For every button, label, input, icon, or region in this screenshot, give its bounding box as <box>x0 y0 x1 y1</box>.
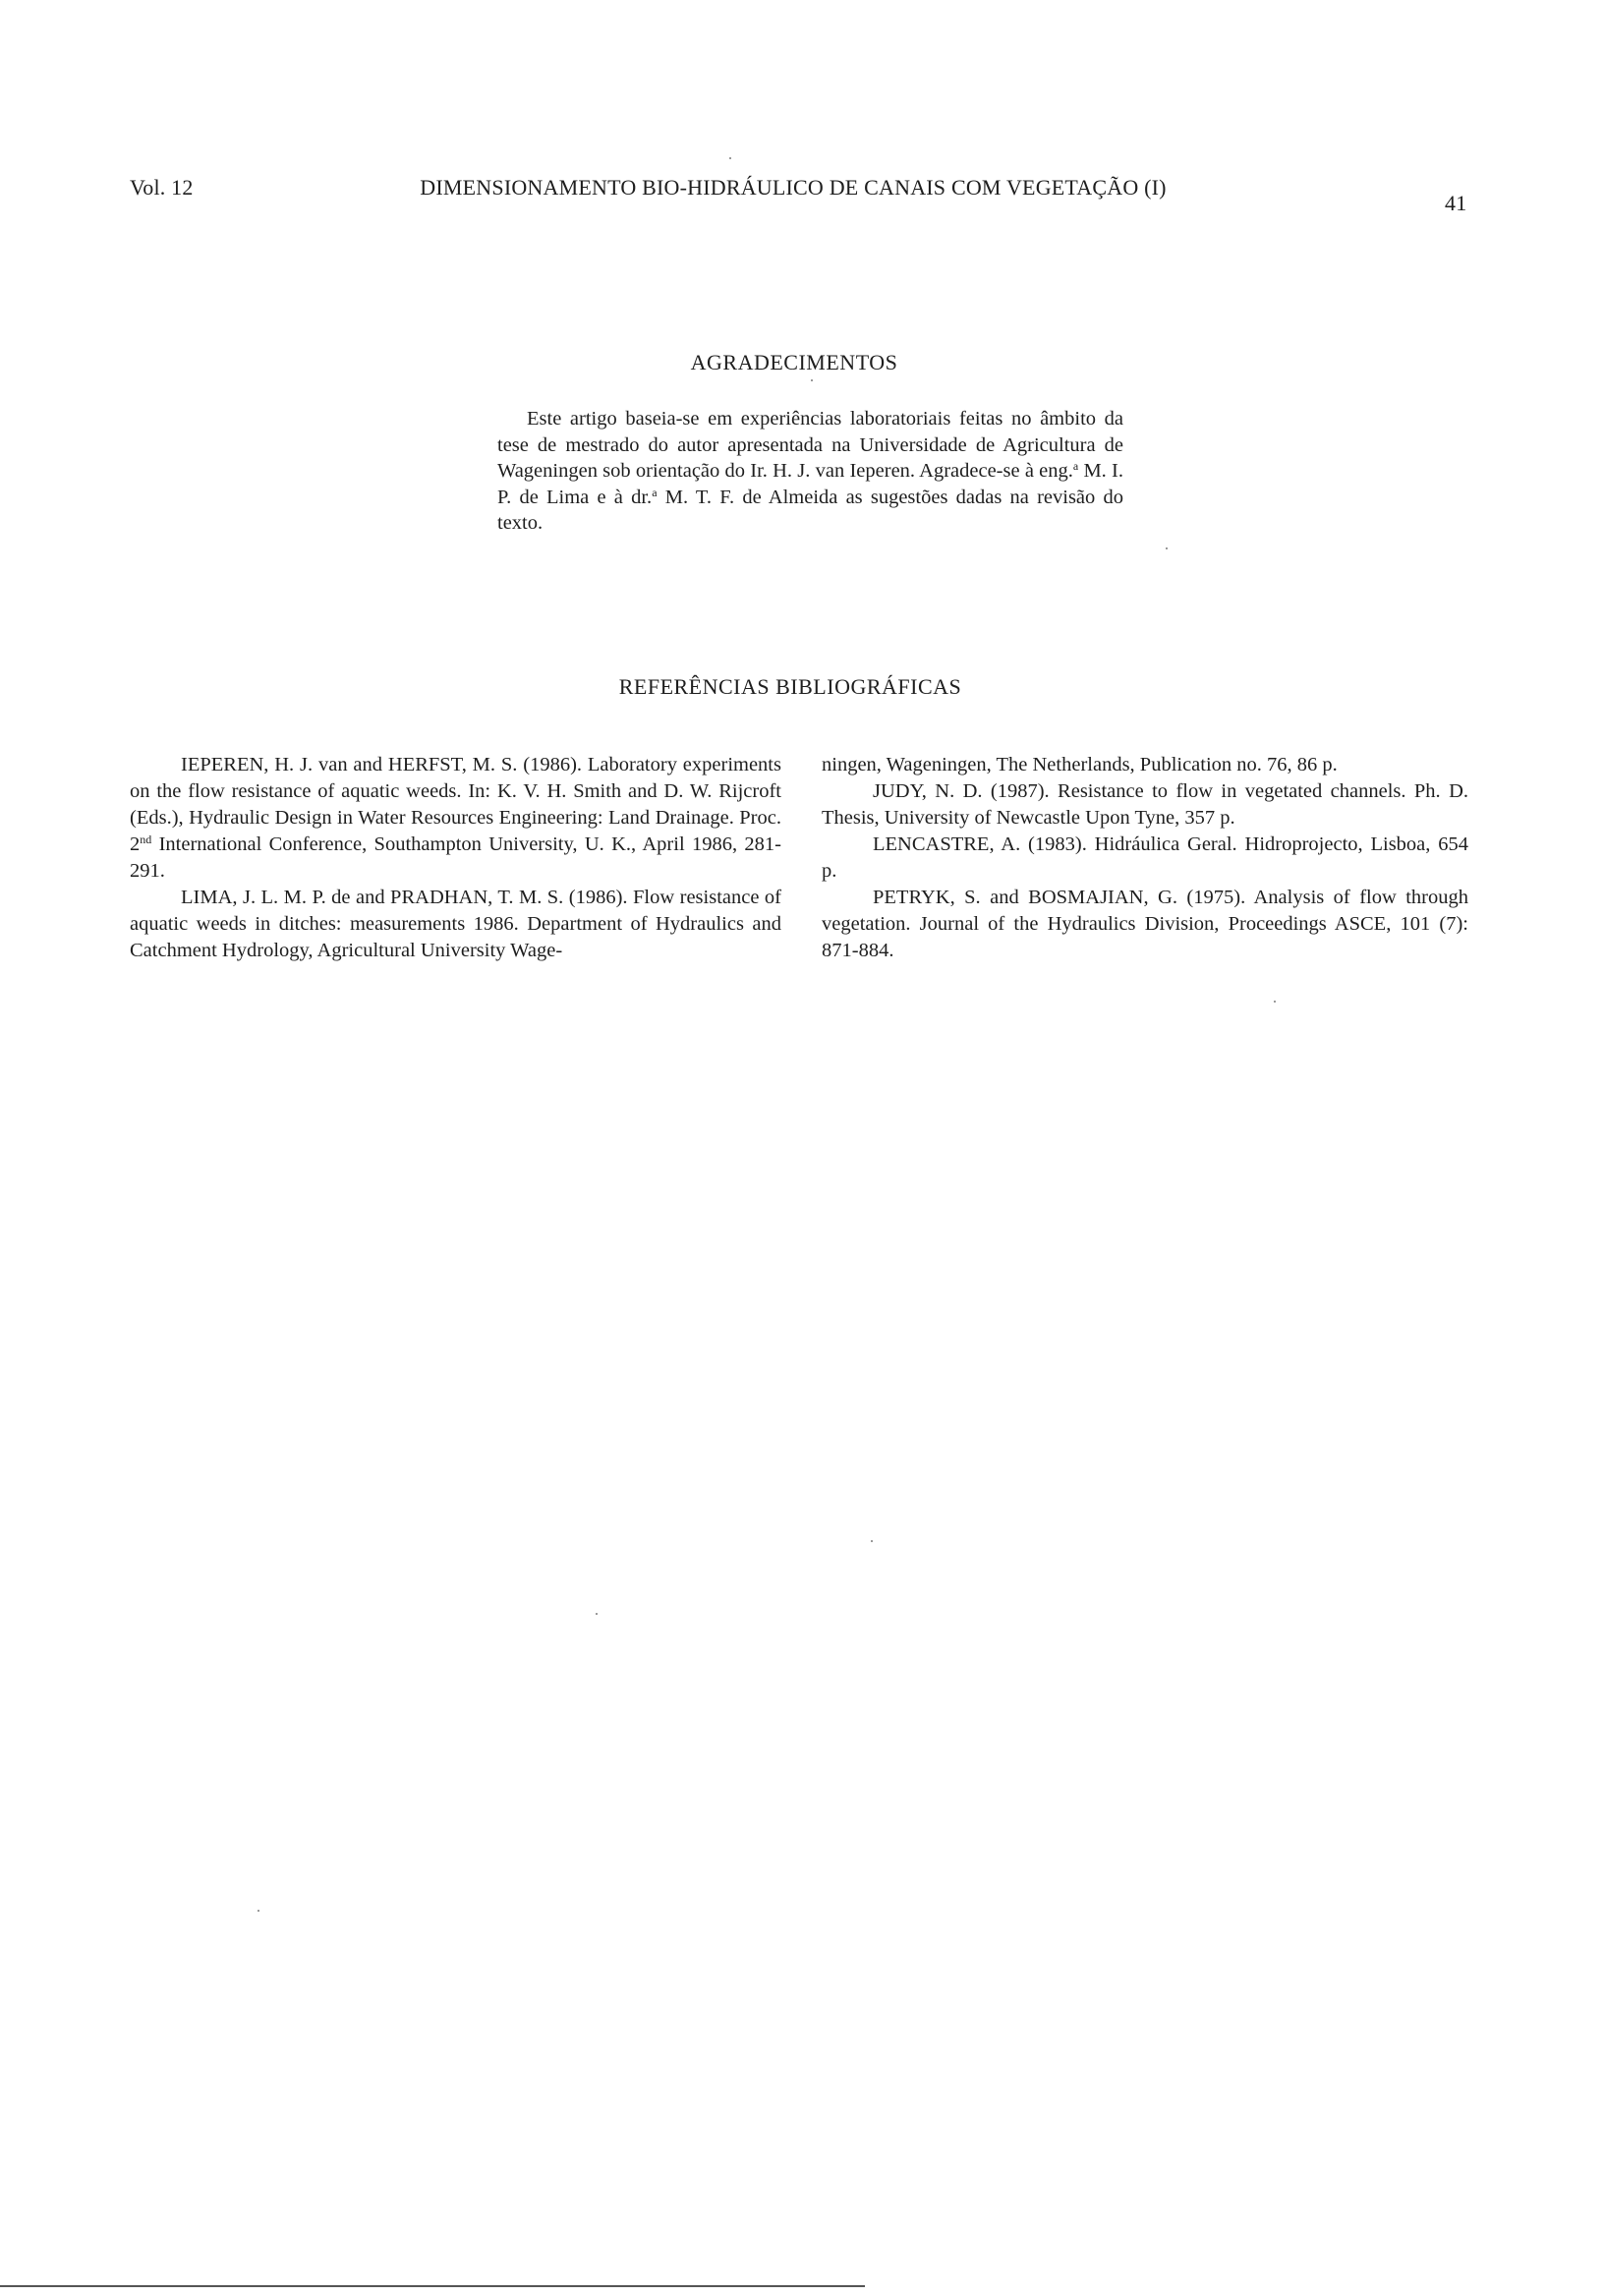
reference-ieperen <box>130 752 781 885</box>
scan-speck <box>596 1613 598 1615</box>
scan-speck <box>729 157 731 159</box>
volume-label: Vol. 12 <box>130 175 194 200</box>
running-title <box>0 175 1604 201</box>
ref-ieperen-superscript: nd <box>140 832 152 846</box>
acknowledgements-heading-text: AGRADECIMENTOS <box>690 350 898 374</box>
scan-speck <box>811 379 813 381</box>
ref-ieperen-text-2: International Conference, Southampton University, U. K., April 1986, 281-291. <box>130 833 781 882</box>
reference-lencastre: LENCASTRE, A. (1983). Hidráulica Geral. Hidroprojecto, Lisboa, 654 p. <box>822 833 1468 882</box>
scan-speck <box>871 1540 873 1542</box>
references-column-left <box>130 752 781 964</box>
ack-superscript-1: a <box>1072 459 1079 473</box>
reference-petryk: PETRYK, S. and BOSMAJIAN, G. (1975). Analysis of flow through vegetation. Journal of the Hydraulics Division, Proceedings ASCE, 101 (7): 871-884. <box>822 887 1468 961</box>
references-heading <box>0 674 1604 700</box>
ack-text-3: M. T. F. de Almeida as sugestões dadas na revisão do texto. <box>497 486 1123 534</box>
ref-ieperen-text-1: IEPEREN, H. J. van and HERFST, M. S. (1986). Laboratory experiments on the flow resistance of aquatic weeds. In: K. V. H. Smith and D. W. Rijcroft (Eds.), Hydraulic Design in Water Resources Engineering: Land Drainage. Proc. 2 <box>130 754 781 855</box>
reference-lima-continued: ningen, Wageningen, The Netherlands, Publication no. 76, 86 p. <box>822 754 1338 775</box>
scan-speck <box>1274 1001 1276 1003</box>
reference-lima: LIMA, J. L. M. P. de and PRADHAN, T. M. S. (1986). Flow resistance of aquatic weeds in ditches: measurements 1986. Department of Hydraulics and Catchment Hydrology, Agricultural University Wage- <box>130 887 781 961</box>
scan-speck <box>258 1910 259 1912</box>
ack-text-1: Este artigo baseia-se em experiências laboratoriais feitas no âmbito da tese de mestrado do autor apresentada na Universidade de Agricultura de Wageningen sob orientação do Ir. H. J. van Ieperen. Agradece-se à eng. <box>497 408 1123 482</box>
ack-superscript-2: a <box>652 485 658 499</box>
reference-judy: JUDY, N. D. (1987). Resistance to flow in vegetated channels. Ph. D. Thesis, University of Newcastle Upon Tyne, 357 p. <box>822 780 1468 829</box>
scan-speck <box>1166 547 1168 549</box>
acknowledgements-paragraph <box>497 406 1123 537</box>
acknowledgements-heading <box>0 350 1604 375</box>
page-number: 41 <box>1445 191 1467 215</box>
references-column-right <box>822 752 1468 964</box>
references-heading-text: REFERÊNCIAS BIBLIOGRÁFICAS <box>618 674 962 699</box>
running-title-text: DIMENSIONAMENTO BIO-HIDRÁULICO DE CANAIS COM VEGETAÇÃO (I) <box>420 175 1167 200</box>
ack-text-2: M. I. P. de Lima e à dr. <box>497 460 1123 508</box>
scan-edge-line <box>0 2285 865 2287</box>
